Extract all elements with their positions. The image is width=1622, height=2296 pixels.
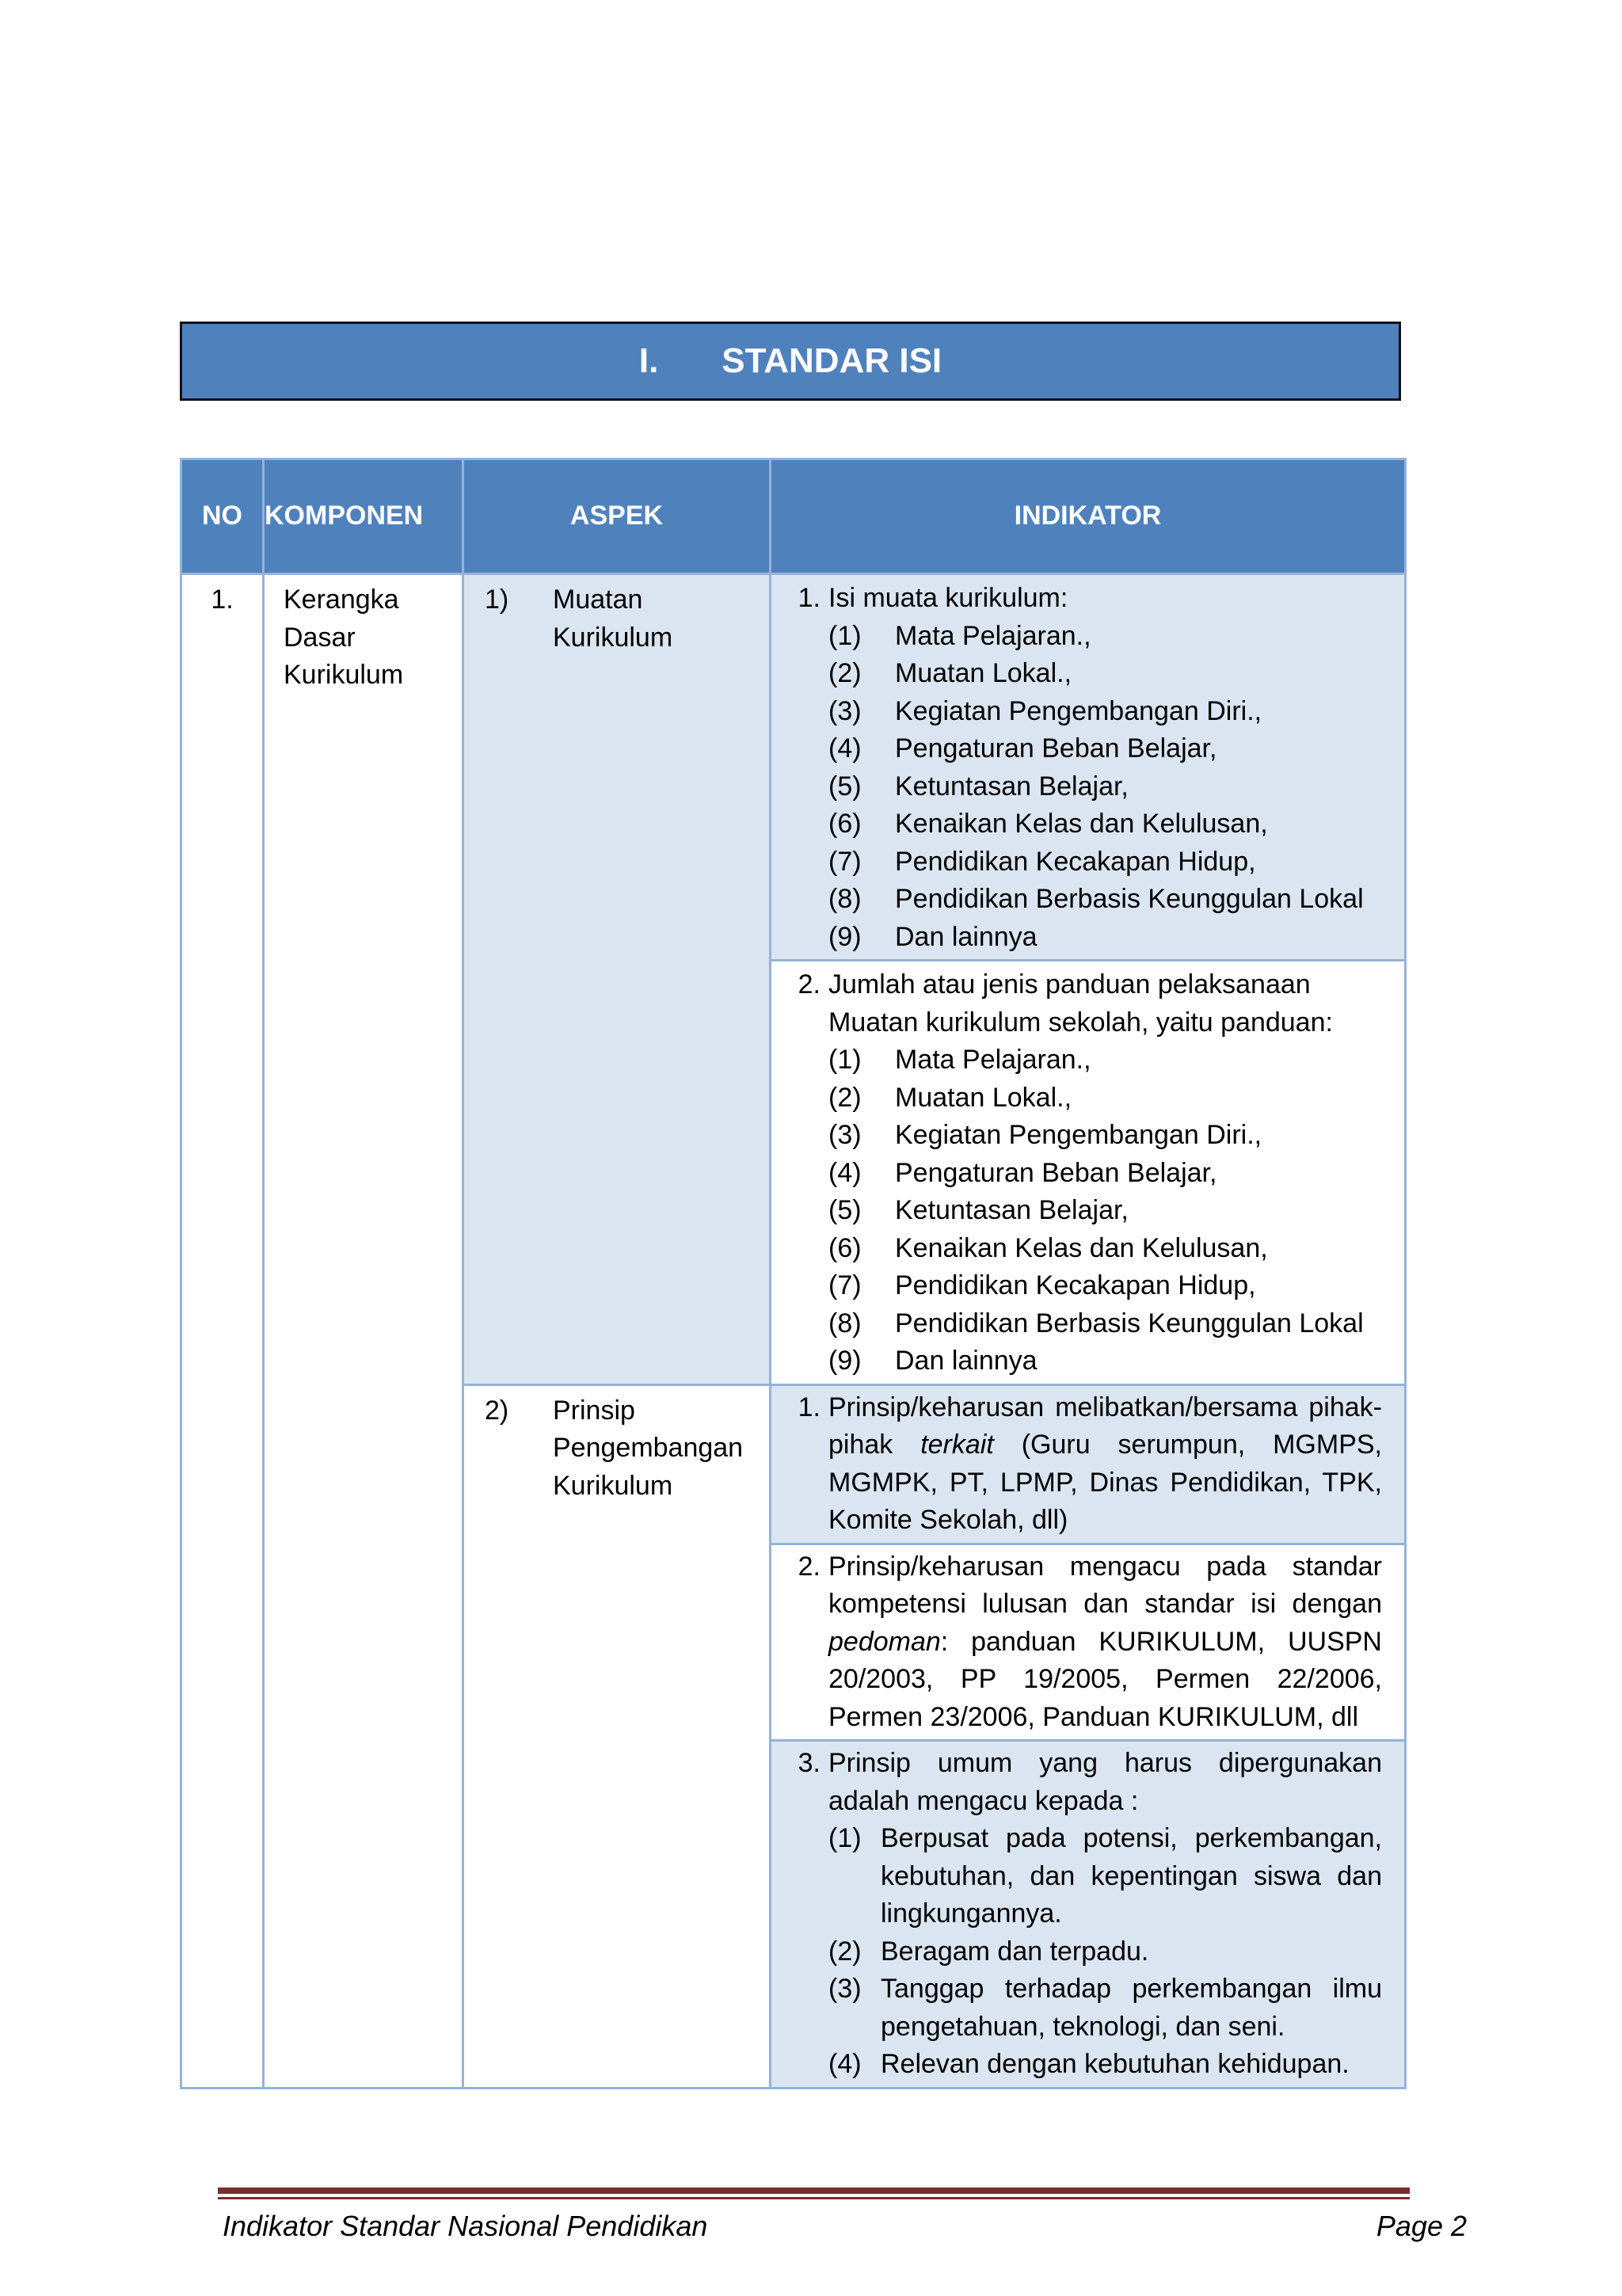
list-item: [787, 693, 1382, 731]
list-item: [787, 768, 1382, 806]
prinsip-2: [771, 1545, 1404, 1740]
list-item-text: Kegiatan Pengembangan Diri.,: [895, 1120, 1262, 1150]
list-item-number: (9): [828, 921, 862, 952]
list-item-text: Pendidikan Kecakapan Hidup,: [895, 1270, 1256, 1300]
standar-isi-table: [180, 458, 1407, 2089]
list-item: [787, 2046, 1382, 2084]
list-item-number: (1): [828, 1045, 862, 1075]
list-item-number: (2): [828, 1936, 862, 1967]
list-item-text: Kegiatan Pengembangan Diri.,: [895, 695, 1262, 726]
indikator-1-lead: Isi muata kurikulum:: [828, 583, 1068, 613]
row-number: 1.: [211, 584, 234, 615]
cell-prinsip-3: [771, 1741, 1406, 2088]
indikator-1-number: 1.: [798, 583, 821, 613]
list-item-text: Dan lainnya: [895, 921, 1038, 952]
cell-prinsip-1: [771, 1384, 1406, 1544]
prinsip-1: [771, 1386, 1404, 1543]
list-item: [787, 919, 1382, 957]
list-item-number: (6): [828, 1232, 862, 1263]
list-item-number: (3): [828, 1120, 862, 1150]
section-title-text: STANDAR ISI: [722, 341, 942, 380]
list-item-text: Mata Pelajaran.,: [895, 620, 1091, 651]
prinsip-2-number: 2.: [798, 1551, 821, 1582]
cell-aspek-1: [463, 574, 771, 1385]
list-item: [787, 730, 1382, 768]
cell-no: [181, 574, 264, 2088]
list-item: [787, 1970, 1382, 2046]
indikator-1: [771, 575, 1404, 959]
list-item-number: (5): [828, 1195, 862, 1225]
page-number: Page 2: [1376, 2210, 1467, 2242]
section-number: I.: [638, 341, 659, 380]
indikator-1-list: [787, 618, 1382, 957]
footer-rule-thin: [218, 2197, 1410, 2199]
list-item-text: Pendidikan Kecakapan Hidup,: [895, 846, 1256, 877]
indikator-2-list: [787, 1041, 1382, 1380]
footer-rule-thick: [218, 2187, 1410, 2194]
list-item: [787, 655, 1382, 693]
list-item-text: Mata Pelajaran.,: [895, 1045, 1091, 1075]
footer-document-title: Indikator Standar Nasional Pendidikan: [223, 2210, 708, 2242]
list-item: [787, 1267, 1382, 1305]
section-title: [180, 322, 1401, 401]
prinsip-2-text: Prinsip/keharusan mengacu pada standar kompetensi lulusan dan standar isi dengan pedoman: panduan KURIKULUM, UUSPN 20/2003, PP 19/2005, Permen 22/2006, Permen 23/2006, Panduan KURIKULUM, dll: [828, 1551, 1382, 1732]
list-item: [787, 1820, 1382, 1933]
indikator-2-number: 2.: [798, 969, 821, 1000]
prinsip-1-number: 1.: [798, 1392, 821, 1422]
list-item: [787, 1933, 1382, 1971]
list-item: [787, 1305, 1382, 1343]
prinsip-3-number: 3.: [798, 1748, 821, 1778]
list-item-number: (1): [828, 620, 862, 651]
table-header-row: [181, 459, 1406, 574]
list-item: [787, 1230, 1382, 1268]
list-item-number: (1): [828, 1823, 862, 1853]
list-item: [787, 618, 1382, 656]
list-item-number: (5): [828, 771, 862, 802]
list-item-text: Pengaturan Beban Belajar,: [895, 733, 1217, 763]
list-item-text: Pendidikan Berbasis Keunggulan Lokal: [895, 1308, 1364, 1338]
header-komponen: KOMPONEN: [264, 459, 463, 574]
list-item-text: Ketuntasan Belajar,: [895, 1195, 1129, 1225]
list-item: [787, 1155, 1382, 1193]
list-item-text: Beragam dan terpadu.: [881, 1936, 1149, 1967]
list-item-text: Relevan dengan kebutuhan kehidupan.: [881, 2049, 1350, 2079]
list-item-number: (4): [828, 733, 862, 763]
list-item-number: (9): [828, 1346, 862, 1376]
indikator-2-lead: Jumlah atau jenis panduan pelaksanaan Muatan kurikulum sekolah, yaitu panduan:: [828, 969, 1333, 1038]
aspek-1-number: 1): [485, 584, 509, 615]
prinsip-3: [771, 1742, 1404, 2087]
cell-indikator-2: [771, 961, 1406, 1385]
list-item-text: Muatan Lokal.,: [895, 1082, 1072, 1113]
list-item-number: (3): [828, 695, 862, 726]
list-item-number: (7): [828, 1270, 862, 1300]
list-item: [787, 881, 1382, 919]
aspek-2-label: Prinsip Pengembangan Kurikulum: [553, 1395, 744, 1501]
header-indikator: INDIKATOR: [771, 459, 1406, 574]
list-item-text: Pendidikan Berbasis Keunggulan Lokal: [895, 884, 1364, 914]
prinsip-3-list: [787, 1820, 1382, 2084]
list-item: [787, 1192, 1382, 1230]
list-item-number: (2): [828, 658, 862, 688]
list-item-number: (6): [828, 809, 862, 839]
list-item-text: Muatan Lokal.,: [895, 658, 1072, 688]
list-item: [787, 1079, 1382, 1118]
list-item-text: Pengaturan Beban Belajar,: [895, 1157, 1217, 1188]
list-item-text: Kenaikan Kelas dan Kelulusan,: [895, 809, 1268, 839]
list-item-number: (7): [828, 846, 862, 877]
list-item-number: (2): [828, 1082, 862, 1113]
list-item-number: (8): [828, 1308, 862, 1338]
komponen-text: Kerangka Dasar Kurikulum: [284, 584, 404, 690]
cell-indikator-1: [771, 574, 1406, 961]
list-item-text: Tanggap terhadap perkembangan ilmu pengetahuan, teknologi, dan seni.: [881, 1974, 1382, 2042]
header-no: NO: [181, 459, 264, 574]
list-item-text: Dan lainnya: [895, 1346, 1038, 1376]
list-item: [787, 1041, 1382, 1079]
list-item-text: Ketuntasan Belajar,: [895, 771, 1129, 802]
list-item: [787, 1342, 1382, 1380]
cell-aspek-2: [463, 1384, 771, 2088]
cell-prinsip-2: [771, 1544, 1406, 1741]
aspek-2-number: 2): [485, 1395, 509, 1426]
list-item: [787, 1117, 1382, 1155]
list-item-text: Kenaikan Kelas dan Kelulusan,: [895, 1232, 1268, 1263]
list-item-number: (8): [828, 884, 862, 914]
list-item-number: (4): [828, 1157, 862, 1188]
prinsip-1-text: Prinsip/keharusan melibatkan/bersama pihak-pihak terkait (Guru serumpun, MGMPS, MGMPK, PT, LPMP, Dinas Pendidikan, TPK, Komite Sekolah, dll): [828, 1392, 1382, 1535]
table-row: [181, 574, 1406, 961]
cell-komponen: [264, 574, 463, 2088]
list-item: [787, 843, 1382, 881]
header-aspek: ASPEK: [463, 459, 771, 574]
prinsip-3-lead: Prinsip umum yang harus dipergunakan adalah mengacu kepada :: [828, 1748, 1382, 1816]
list-item-text: Berpusat pada potensi, perkembangan, kebutuhan, dan kepentingan siswa dan lingkungannya.: [881, 1823, 1382, 1929]
list-item: [787, 805, 1382, 843]
aspek-1-label: Muatan Kurikulum: [553, 584, 673, 653]
list-item-number: (4): [828, 2049, 862, 2079]
list-item-number: (3): [828, 1974, 862, 2004]
indikator-2: [771, 961, 1404, 1384]
